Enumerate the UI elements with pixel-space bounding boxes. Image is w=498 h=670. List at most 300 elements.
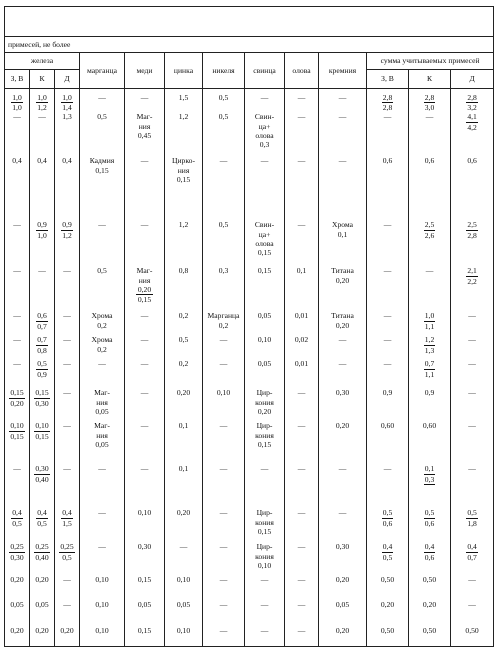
table-cell [30, 508, 55, 542]
table-cell [55, 220, 80, 266]
cell-value: — [338, 156, 347, 166]
table-cell [319, 464, 367, 508]
table-cell [285, 112, 319, 156]
cell-value: 0,6 [424, 156, 435, 166]
cell-value: 0,20 [35, 575, 49, 585]
table-cell [203, 220, 245, 266]
fraction-value [466, 112, 478, 131]
cell-value: — [140, 464, 149, 474]
fraction-denominator: 0,6 [382, 518, 393, 528]
fraction-numerator: 2,5 [424, 220, 435, 230]
table-cell [409, 335, 451, 359]
cell-value: Хрома 0,1 [331, 220, 354, 239]
cell-value: Свин- ца+ олова 0,3 [254, 112, 275, 150]
cell-value: — [63, 388, 71, 398]
table-cell [245, 542, 285, 575]
table-cell [203, 311, 245, 335]
cell-value: — [297, 112, 306, 122]
table-row [5, 388, 494, 421]
sum-sub-k: К [409, 70, 451, 89]
table-cell [451, 112, 494, 156]
table-cell [30, 464, 55, 508]
cell-value: — [219, 508, 228, 518]
table-cell [165, 359, 203, 388]
table-cell [409, 575, 451, 600]
table-cell [5, 542, 30, 575]
table-cell [203, 508, 245, 542]
table-cell [30, 93, 55, 112]
cell-value: Цир- кония 0,20 [255, 388, 274, 416]
table-title-cell [5, 7, 494, 37]
table-cell [165, 542, 203, 575]
fraction-denominator: 1,0 [37, 230, 47, 240]
cell-value: — [383, 112, 392, 122]
table-cell [125, 156, 165, 220]
table-cell [319, 542, 367, 575]
cell-value: — [140, 220, 149, 230]
cell-value: — [98, 93, 106, 102]
table-cell [55, 335, 80, 359]
fraction-denominator: 2,8 [467, 230, 477, 240]
cell-value: — [468, 575, 476, 585]
cell-value: — [63, 266, 71, 276]
cell-value: — [63, 575, 71, 585]
cell-value: 0,10 [176, 575, 191, 585]
table-cell [55, 388, 80, 421]
manganese-header: марганца [80, 53, 125, 89]
cell-value: 0,6 [382, 156, 393, 166]
fraction-value [424, 359, 436, 378]
table-cell [451, 600, 494, 626]
table-cell [125, 335, 165, 359]
table-row [5, 156, 494, 220]
table-cell [409, 421, 451, 464]
table-cell [245, 575, 285, 600]
table-cell [245, 266, 285, 311]
cell-value: 0,20 [335, 626, 350, 636]
fraction-numerator: 0,5 [424, 508, 435, 518]
fraction-numerator: 0,25 [60, 542, 74, 552]
table-cell [367, 93, 409, 112]
fraction-value [424, 335, 436, 354]
cell-value: — [219, 575, 228, 585]
table-cell [30, 388, 55, 421]
fraction-value [34, 421, 49, 440]
cell-value: — [297, 156, 306, 166]
cell-value: 0,05 [257, 359, 272, 369]
cell-value: — [38, 266, 46, 276]
table-cell [367, 575, 409, 600]
table-cell [367, 388, 409, 421]
fraction-denominator: 0,5 [382, 552, 393, 562]
cell-value: — [260, 464, 269, 474]
table-cell [451, 464, 494, 508]
fraction-value [466, 93, 478, 112]
fraction-value [424, 311, 436, 330]
fraction-numerator: 0,25 [35, 542, 49, 552]
cell-value: Марганца 0,2 [207, 311, 240, 330]
cell-value: — [338, 93, 347, 102]
cell-value: 0,20 [10, 575, 24, 585]
table-cell [125, 266, 165, 311]
table-cell [55, 359, 80, 388]
cell-value: Цир- кония 0,15 [255, 508, 274, 536]
fraction-value [34, 464, 49, 483]
table-cell [165, 93, 203, 112]
cell-value: — [13, 311, 21, 321]
fraction-value [382, 93, 394, 112]
table-cell [319, 220, 367, 266]
table-cell [55, 542, 80, 575]
table-cell [409, 508, 451, 542]
cell-value: 0,10 [216, 388, 231, 398]
cell-value: 0,15 [137, 575, 152, 585]
cell-value: — [383, 464, 392, 474]
table-cell [285, 542, 319, 575]
cell-value: 0,20 [60, 626, 74, 636]
fraction-denominator: 0,30 [10, 552, 24, 562]
cell-value: — [468, 359, 476, 369]
cell-value: — [297, 600, 306, 610]
table-cell [80, 626, 125, 647]
table-cell [55, 112, 80, 156]
cell-value: — [297, 464, 306, 474]
lead-header: свинца [245, 53, 285, 89]
cell-value: — [13, 335, 21, 345]
table-cell [245, 508, 285, 542]
fraction-denominator: 2,2 [467, 276, 477, 286]
cell-value: 0,9 [382, 388, 393, 398]
table-cell [125, 600, 165, 626]
cell-value: 0,5 [218, 93, 229, 102]
table-cell [451, 335, 494, 359]
table-cell [5, 575, 30, 600]
table-cell [30, 626, 55, 647]
fraction-denominator: 2,6 [424, 230, 435, 240]
table-cell [319, 93, 367, 112]
table-cell [285, 508, 319, 542]
table-cell [409, 626, 451, 647]
table-cell [409, 600, 451, 626]
fraction-denominator: 1,5 [62, 518, 72, 528]
table-cell [165, 266, 203, 311]
fraction-value [9, 421, 24, 440]
table-cell [319, 311, 367, 335]
fraction-denominator: 0,5 [12, 518, 22, 528]
fraction-denominator: 1,0 [12, 103, 22, 113]
cell-value: — [468, 311, 476, 321]
fraction-value [36, 93, 48, 112]
cell-value: — [468, 388, 476, 398]
table-cell [285, 335, 319, 359]
fraction-value [424, 542, 436, 561]
table-cell [5, 388, 30, 421]
table-cell [285, 266, 319, 311]
cell-value: — [468, 600, 476, 610]
fraction-denominator: 3,0 [424, 103, 435, 113]
table-cell [245, 421, 285, 464]
fraction-value [36, 220, 48, 239]
fraction-denominator: 1,8 [467, 518, 477, 528]
cell-value: 0,5 [218, 112, 229, 122]
cell-value: — [338, 359, 347, 369]
table-cell [5, 266, 30, 311]
table-cell [80, 600, 125, 626]
table-cell [30, 266, 55, 311]
caption-row [5, 37, 494, 53]
cell-value: Кадмия 0,15 [89, 156, 115, 175]
fraction-denominator: 0,6 [424, 552, 435, 562]
fraction-numerator: 0,5 [467, 508, 477, 518]
table-cell [165, 112, 203, 156]
cell-value: 0,1 [178, 421, 189, 431]
table-cell [451, 93, 494, 112]
table-cell [245, 626, 285, 647]
table-cell [55, 626, 80, 647]
table-cell [55, 464, 80, 508]
table-cell [367, 156, 409, 220]
table-cell [319, 575, 367, 600]
fraction-denominator: 0,8 [37, 345, 47, 355]
table-cell [409, 542, 451, 575]
cell-value: 0,2 [178, 359, 189, 369]
table-cell [367, 112, 409, 156]
table-cell [319, 626, 367, 647]
table-cell [125, 93, 165, 112]
table-cell [285, 220, 319, 266]
table-cell [203, 112, 245, 156]
cell-value: Цир- кония 0,15 [255, 421, 274, 449]
table-title-row [5, 7, 494, 37]
cell-value: 0,20 [35, 626, 49, 636]
fraction-numerator: 4,1 [467, 112, 477, 122]
fraction-denominator: 0,15 [137, 295, 152, 305]
table-cell [5, 600, 30, 626]
cell-value: 0,05 [35, 600, 49, 610]
fraction-value [11, 508, 23, 527]
fraction-numerator: 0,9 [37, 220, 47, 230]
table-cell [203, 575, 245, 600]
fraction-value [382, 542, 394, 561]
cell-value: — [260, 575, 269, 585]
sum-header: сумма учитываемых примесей [367, 53, 494, 70]
fraction-value [466, 266, 478, 285]
table-cell [55, 266, 80, 311]
table-cell [125, 311, 165, 335]
fraction-denominator: 1,2 [37, 103, 47, 113]
fraction-denominator: 0,15 [10, 431, 24, 441]
table-row [5, 220, 494, 266]
table-cell [285, 156, 319, 220]
cell-value: — [468, 464, 476, 474]
cell-value: — [297, 388, 306, 398]
table-cell [5, 335, 30, 359]
table-cell [203, 464, 245, 508]
table-cell [319, 112, 367, 156]
fraction-denominator: 4,2 [467, 122, 477, 132]
cell-value: — [468, 421, 476, 431]
table-cell [409, 220, 451, 266]
cell-value: — [383, 335, 392, 345]
cell-value: — [179, 542, 188, 552]
cell-value: — [425, 266, 434, 276]
table-cell [367, 508, 409, 542]
cell-value: — [140, 388, 149, 398]
fraction-numerator: 1,0 [37, 93, 47, 102]
cell-value: — [38, 112, 46, 122]
fraction-denominator: 1,4 [62, 103, 72, 113]
table-cell [80, 508, 125, 542]
cell-value: — [219, 335, 228, 345]
table-cell [30, 335, 55, 359]
cell-value: — [63, 600, 71, 610]
table-cell [285, 600, 319, 626]
fraction-numerator: 0,5 [37, 359, 47, 369]
table-cell [285, 93, 319, 112]
table-row [5, 266, 494, 311]
table-cell [165, 508, 203, 542]
cell-value: 0,3 [218, 266, 229, 276]
table-cell [165, 156, 203, 220]
tin-header: олова [285, 53, 319, 89]
table-cell [319, 421, 367, 464]
table-cell [285, 626, 319, 647]
cell-value: — [338, 464, 347, 474]
cell-value: 0,10 [95, 626, 109, 636]
table-cell [5, 156, 30, 220]
fraction-denominator: 0,15 [35, 431, 49, 441]
table-row [5, 542, 494, 575]
cell-value: 0,8 [178, 266, 189, 276]
table-cell [80, 575, 125, 600]
fraction-denominator: 0,7 [467, 552, 477, 562]
table-cell [30, 600, 55, 626]
cell-value: 0,50 [380, 575, 395, 585]
fraction-value [36, 508, 48, 527]
fraction-denominator: 0,5 [37, 518, 47, 528]
cell-value: Цир- кония 0,10 [255, 542, 274, 570]
table-cell [451, 626, 494, 647]
fraction-numerator: 1,0 [62, 93, 72, 102]
cell-value: — [98, 508, 106, 518]
table-cell [319, 600, 367, 626]
cell-value: 0,20 [10, 626, 24, 636]
cell-value: 0,20 [422, 600, 437, 610]
table-cell [203, 359, 245, 388]
table-cell [203, 335, 245, 359]
fraction-denominator: 0,3 [424, 474, 435, 484]
cell-value: — [383, 311, 392, 321]
table-cell [80, 421, 125, 464]
cell-value: Маг- ния 0,05 [94, 388, 110, 416]
table-cell [319, 359, 367, 388]
cell-value: — [13, 359, 21, 369]
cell-value: 0,02 [294, 335, 309, 345]
fraction-value [59, 542, 74, 561]
table-row [5, 311, 494, 335]
fraction-numerator: 0,7 [424, 359, 435, 369]
table-cell [125, 359, 165, 388]
cell-value: Хрома 0,2 [91, 311, 113, 330]
table-cell [367, 542, 409, 575]
fraction-denominator: 1,2 [62, 230, 72, 240]
table-cell [125, 575, 165, 600]
table-cell [245, 388, 285, 421]
fraction-numerator: 2,8 [467, 93, 477, 102]
fraction-numerator: 1,0 [424, 311, 435, 321]
fraction-value [61, 508, 73, 527]
fraction-value [466, 220, 478, 239]
table-cell [409, 93, 451, 112]
cell-value: — [98, 359, 106, 369]
table-cell [5, 112, 30, 156]
table-cell [125, 112, 165, 156]
cell-value: 0,30 [137, 542, 152, 552]
fraction-value [424, 508, 436, 527]
table-cell [245, 600, 285, 626]
cell-value: — [13, 464, 21, 474]
cell-value: 0,5 [178, 335, 189, 345]
fraction-value [382, 508, 394, 527]
fraction-value [11, 93, 23, 112]
cell-value: — [63, 464, 71, 474]
table-cell [165, 575, 203, 600]
fraction-numerator: 0,10 [35, 421, 49, 431]
table-cell [5, 421, 30, 464]
cell-value: 0,4 [37, 156, 47, 166]
cell-value: Маг- ния 0,45 [136, 112, 153, 140]
fraction-numerator: 2,1 [467, 266, 477, 276]
fraction-value [136, 266, 154, 304]
table-row [5, 575, 494, 600]
cell-value: — [13, 220, 21, 230]
cell-value: Хрома 0,2 [91, 335, 113, 354]
table-cell [451, 359, 494, 388]
table-cell [80, 156, 125, 220]
iron-sub-k: К [30, 70, 55, 89]
fraction-numerator: 0,6 [37, 311, 47, 321]
cell-value: 0,50 [380, 626, 395, 636]
table-cell [409, 311, 451, 335]
cell-value: 0,15 [257, 266, 272, 276]
cell-value: — [63, 335, 71, 345]
cell-value: 1,2 [178, 112, 189, 122]
fraction-value [36, 359, 48, 378]
cell-value: 0,50 [422, 626, 437, 636]
table-row [5, 112, 494, 156]
table-cell [203, 600, 245, 626]
table-cell [409, 388, 451, 421]
fraction-value [61, 93, 73, 112]
fraction-denominator: 2,8 [382, 103, 393, 113]
cell-value: — [468, 335, 476, 345]
cell-value: 0,05 [335, 600, 350, 610]
cell-value: 0,60 [422, 421, 437, 431]
cell-value: Титана 0,20 [331, 266, 354, 285]
cell-value: 0,15 [137, 626, 152, 636]
table-cell [367, 266, 409, 311]
table-cell [319, 335, 367, 359]
cell-value: — [260, 626, 269, 636]
table-cell [451, 542, 494, 575]
cell-value: 0,30 [335, 542, 350, 552]
fraction-numerator: 0,4 [62, 508, 72, 518]
zinc-header: цинка [165, 53, 203, 89]
table-cell [165, 421, 203, 464]
table-cell [245, 112, 285, 156]
table-cell [165, 388, 203, 421]
cell-value: — [219, 359, 228, 369]
